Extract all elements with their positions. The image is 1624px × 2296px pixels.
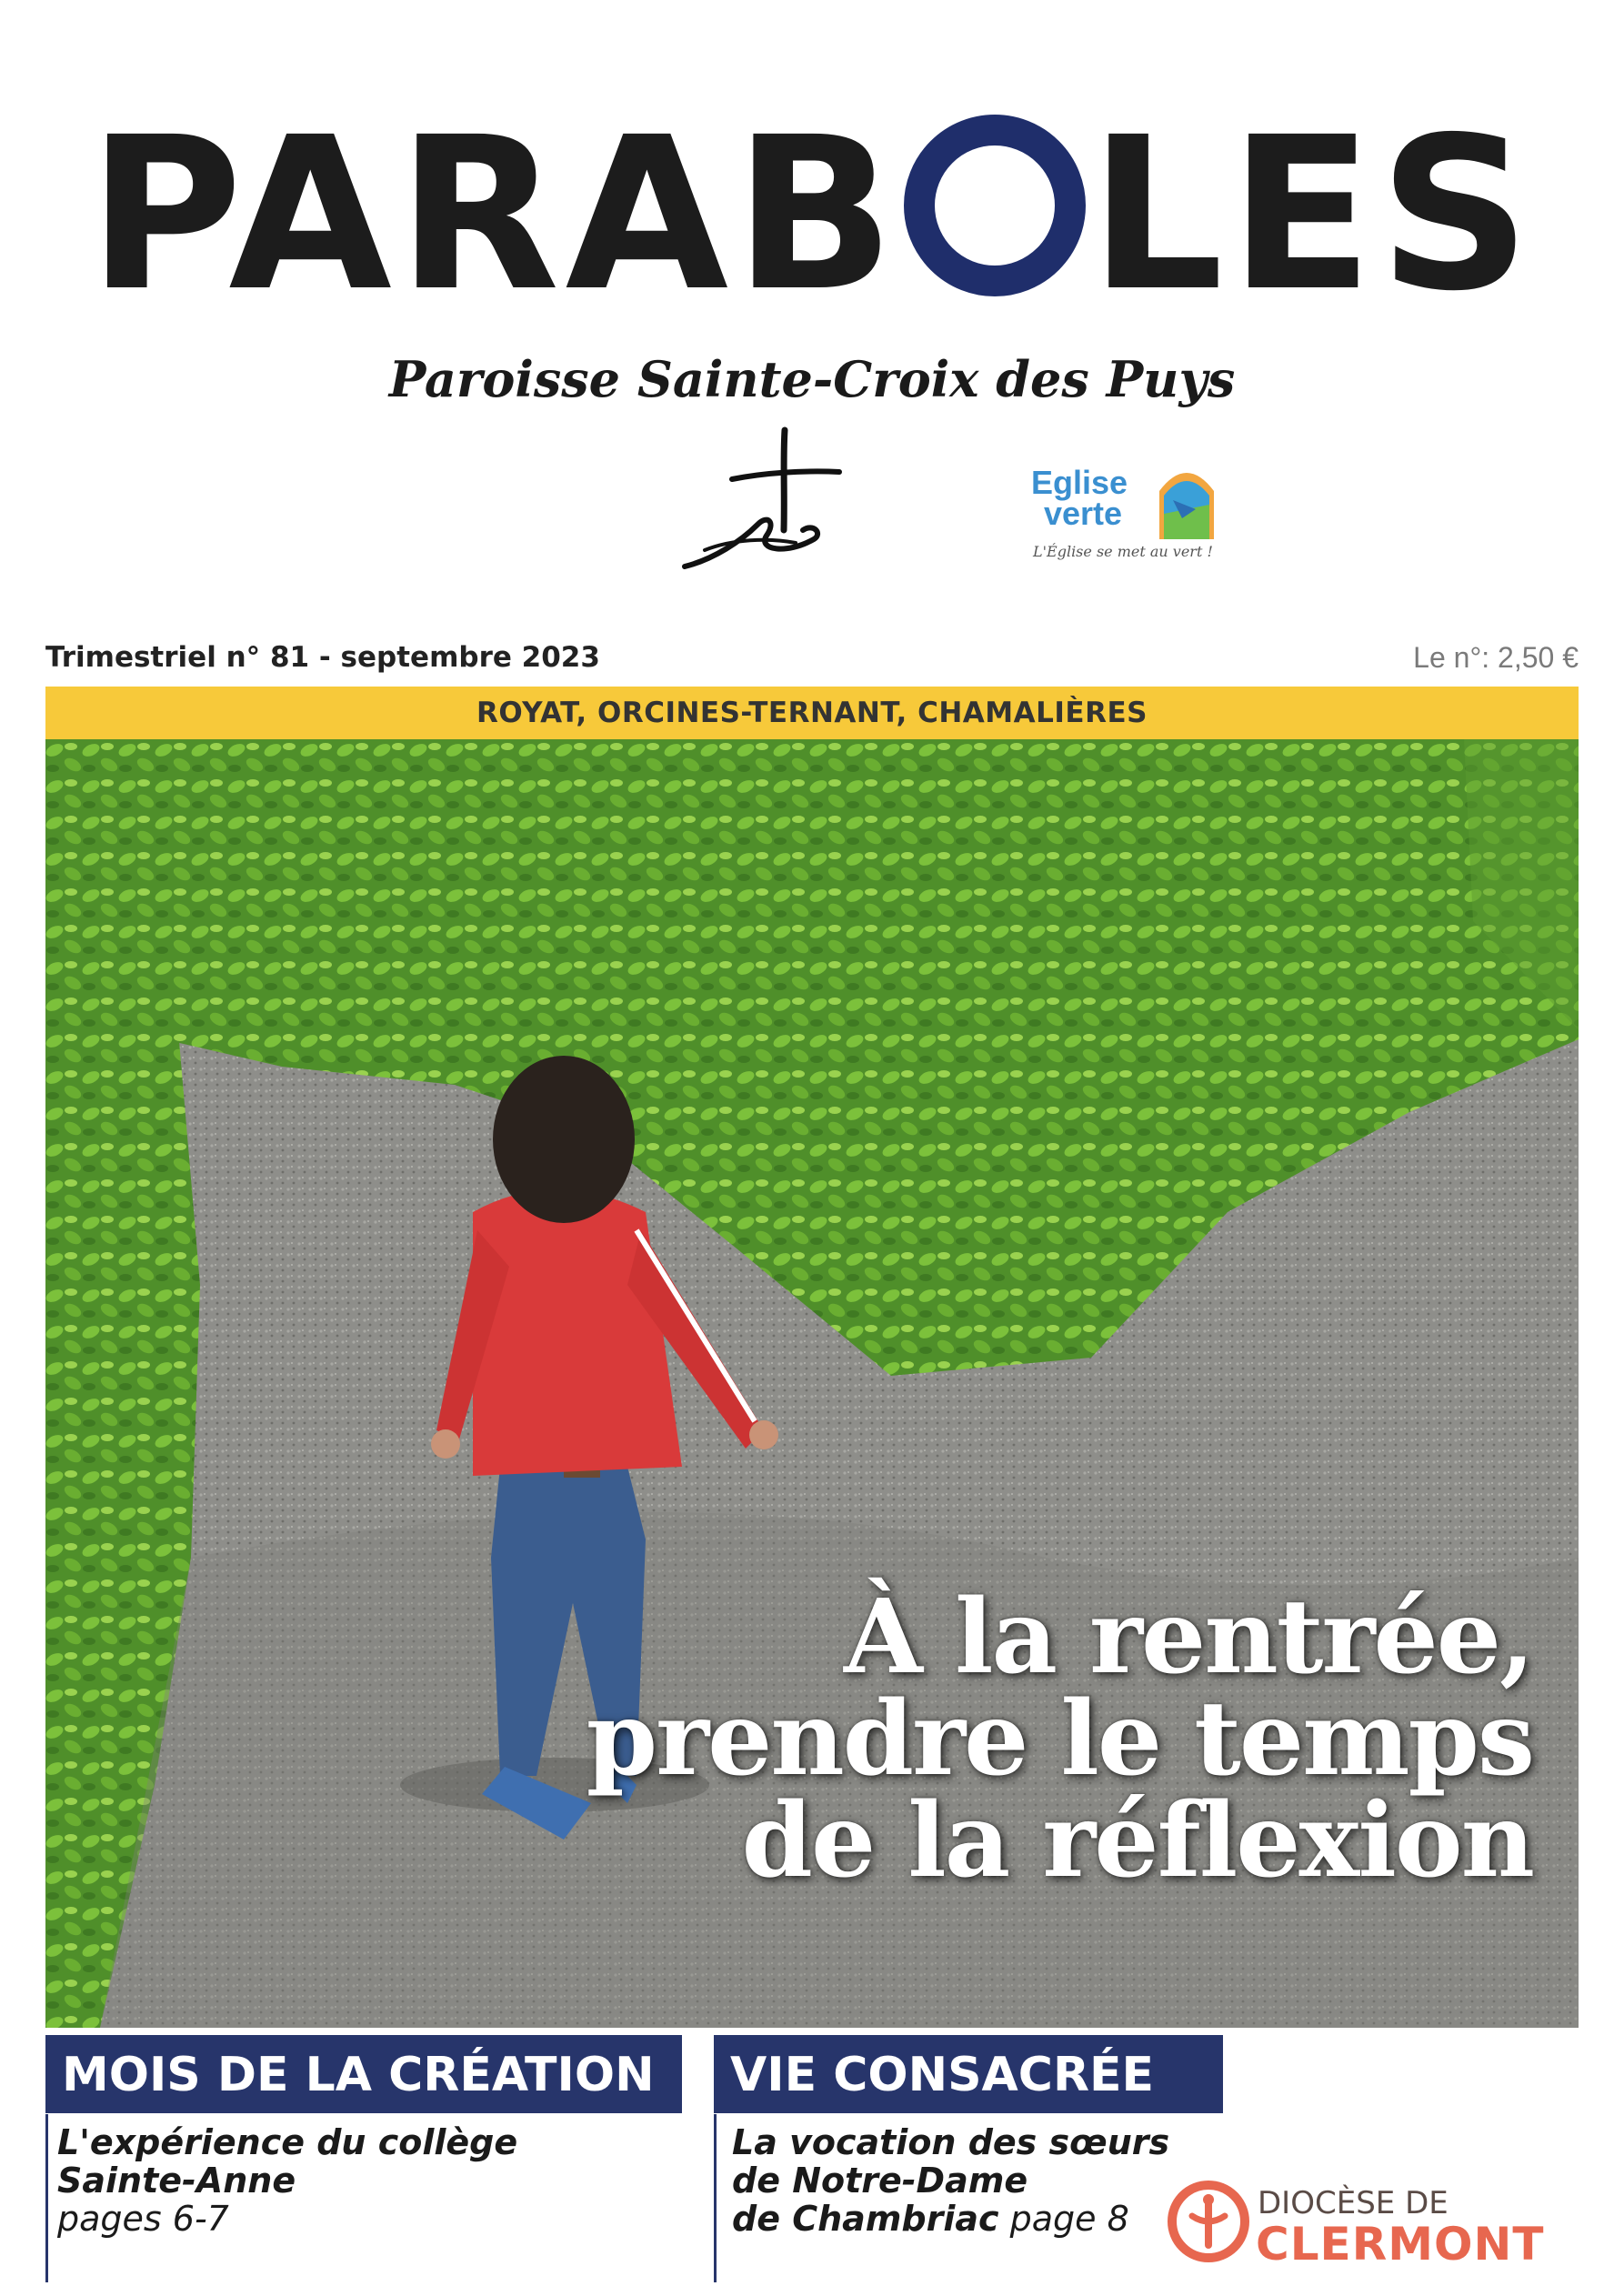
cross-logo-icon <box>677 423 850 582</box>
section-body-creation <box>57 2123 517 2238</box>
title-part-1: PARAB <box>87 92 900 337</box>
towns-band: ROYAT, ORCINES-TERNANT, CHAMALIÈRES <box>45 687 1579 739</box>
diocese-line1: DIOCÈSE DE <box>1258 2185 1449 2221</box>
title-o-ring <box>904 115 1086 296</box>
headline-line-1: À la rentrée, <box>844 1578 1533 1697</box>
title-part-2: LES <box>1088 92 1537 337</box>
diocese-emblem-icon <box>1167 2180 1250 2263</box>
eglise-verte-tagline: L'Église se met au vert ! <box>1033 543 1213 560</box>
section-line: Sainte-Anne <box>57 2161 296 2201</box>
issue-info: Trimestriel n° 81 - septembre 2023 <box>45 641 600 674</box>
issue-price: Le n°: 2,50 € <box>1413 641 1579 674</box>
parish-subtitle: Paroisse Sainte-Croix des Puys <box>388 350 1236 408</box>
eglise-verte-logo <box>1028 459 1228 577</box>
section-line: de Notre-Dame <box>732 2161 1028 2201</box>
headline-line-3: de la réflexion <box>741 1781 1533 1900</box>
headline-line-2: prendre le temps <box>586 1679 1533 1799</box>
section-divider <box>714 2114 717 2282</box>
diocese-line2: CLERMONT <box>1256 2218 1545 2271</box>
section-line: La vocation des sœurs <box>732 2122 1170 2162</box>
section-divider <box>45 2114 48 2282</box>
section-line: L'expérience du collège <box>57 2122 518 2162</box>
eglise-verte-line1: Eglise <box>1031 464 1128 501</box>
section-pages: page 8 <box>1009 2199 1129 2239</box>
eglise-verte-line2: verte <box>1044 495 1123 532</box>
section-title-creation: MOIS DE LA CRÉATION <box>45 2035 682 2113</box>
section-pages: pages 6-7 <box>57 2199 229 2239</box>
section-line: de Chambriac <box>732 2199 999 2239</box>
section-title-vie-consacree: VIE CONSACRÉE <box>714 2035 1223 2113</box>
cover-headline <box>586 1578 1533 1900</box>
section-body-vie-consacree <box>732 2123 1169 2238</box>
eglise-verte-icon <box>1155 459 1218 541</box>
magazine-title <box>0 92 1624 337</box>
diocese-logo <box>1167 2178 1576 2269</box>
